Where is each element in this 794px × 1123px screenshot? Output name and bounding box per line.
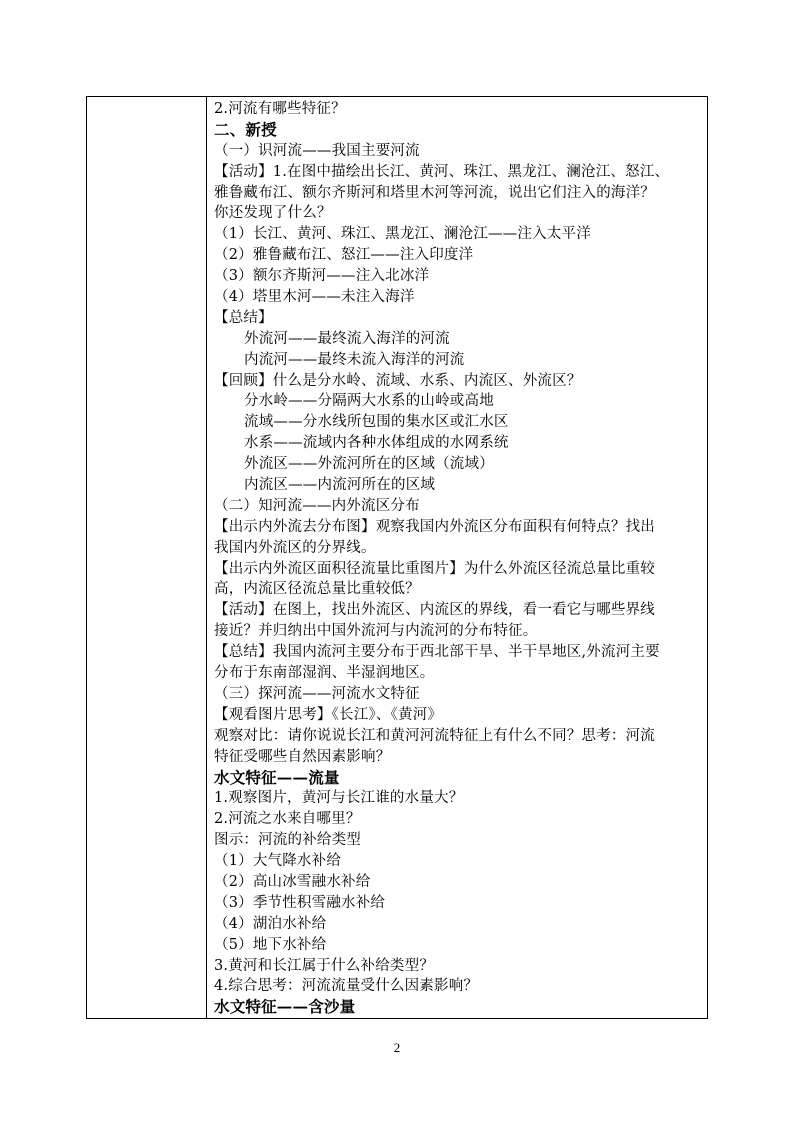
text-line: （三）探河流——河流水文特征 [214, 685, 420, 702]
text-line: （3）季节性积雪融水补给 [214, 894, 386, 911]
text-line: 你还发现了什么？ [214, 205, 332, 222]
text-line: 内流河——最终未流入海洋的河流 [244, 351, 465, 368]
lesson-content [214, 99, 706, 1018]
text-line: 高，内流区径流总量比重较低？ [214, 581, 420, 598]
lesson-table [86, 96, 708, 1019]
text-line: 【总结】我国内流河主要分布于西北部干旱、半干旱地区,外流河主要 [214, 644, 660, 661]
section-heading: 水文特征——含沙量 [214, 997, 356, 1017]
text-line: （一）识河流——我国主要河流 [214, 142, 420, 159]
text-line: （5）地下水补给 [214, 936, 327, 953]
text-line: 接近？并归纳出中国外流河与内流河的分布特征。 [214, 623, 538, 640]
text-line: 分布于东南部湿润、半湿润地区。 [214, 665, 435, 682]
text-line: 特征受哪些自然因素影响？ [214, 748, 391, 765]
text-line: （1）大气降水补给 [214, 853, 342, 870]
text-line: 流域——分水线所包围的集水区或汇水区 [244, 414, 509, 431]
text-line: 观察对比：请你说说长江和黄河河流特征上有什么不同？思考：河流 [214, 727, 655, 744]
text-line: 【出示内外流去分布图】观察我国内外流区分布面积有何特点？找出 [214, 518, 655, 535]
text-line: 1.观察图片，黄河与长江谁的水量大？ [214, 790, 464, 807]
text-line: 【活动】在图上，找出外流区、内流区的界线，看一看它与哪些界线 [214, 602, 655, 619]
text-line: 外流河——最终流入海洋的河流 [244, 330, 450, 347]
section-heading: 二、新授 [214, 119, 277, 139]
text-line: （3）额尔齐斯河——注入北冰洋 [214, 268, 430, 285]
text-line: 我国内外流区的分界线。 [214, 539, 376, 556]
text-line: 【观看图片思考】《长江》、《黄河》 [214, 706, 443, 723]
page-number: 2 [393, 1040, 401, 1055]
text-line: （二）知河流——内外流区分布 [214, 497, 420, 514]
text-line: 3.黄河和长江属于什么补给类型？ [214, 957, 435, 974]
text-line: 分水岭——分隔两大水系的山岭或高地 [244, 393, 494, 410]
text-line: （2）高山冰雪融水补给 [214, 873, 371, 890]
text-line: 2.河流之水来自哪里？ [214, 811, 361, 828]
text-line: 水系——流域内各种水体组成的水网系统 [244, 435, 509, 452]
text-line: （4）塔里木河——未注入海洋 [214, 289, 415, 306]
text-line: （2）雅鲁藏布江、怒江——注入印度洋 [214, 247, 474, 264]
text-line: 图示：河流的补给类型 [214, 832, 361, 849]
text-line: 4.综合思考：河流流量受什么因素影响？ [214, 978, 479, 995]
text-line: 【回顾】什么是分水岭、流域、水系、内流区、外流区？ [214, 372, 582, 389]
text-line: （4）湖泊水补给 [214, 915, 327, 932]
text-line: 【总结】 [214, 309, 273, 326]
section-heading: 水文特征——流量 [214, 767, 340, 787]
text-line: （1）长江、黄河、珠江、黑龙江、澜沧江——注入太平洋 [214, 226, 591, 243]
text-line: 2.河流有哪些特征？ [214, 101, 346, 117]
text-line: 外流区——外流河所在的区域（流域） [244, 456, 494, 473]
text-line: 【出示内外流区面积径流量比重图片】为什么外流区径流总量比重较 [214, 560, 655, 577]
text-line: 内流区——内流河所在的区域 [244, 477, 436, 494]
column-divider [206, 97, 207, 1018]
text-line: 雅鲁藏布江、额尔齐斯河和塔里木河等河流，说出它们注入的海洋？ [214, 184, 655, 201]
text-line: 【活动】1.在图中描绘出长江、黄河、珠江、黑龙江、澜沧江、怒江、 [214, 163, 670, 180]
